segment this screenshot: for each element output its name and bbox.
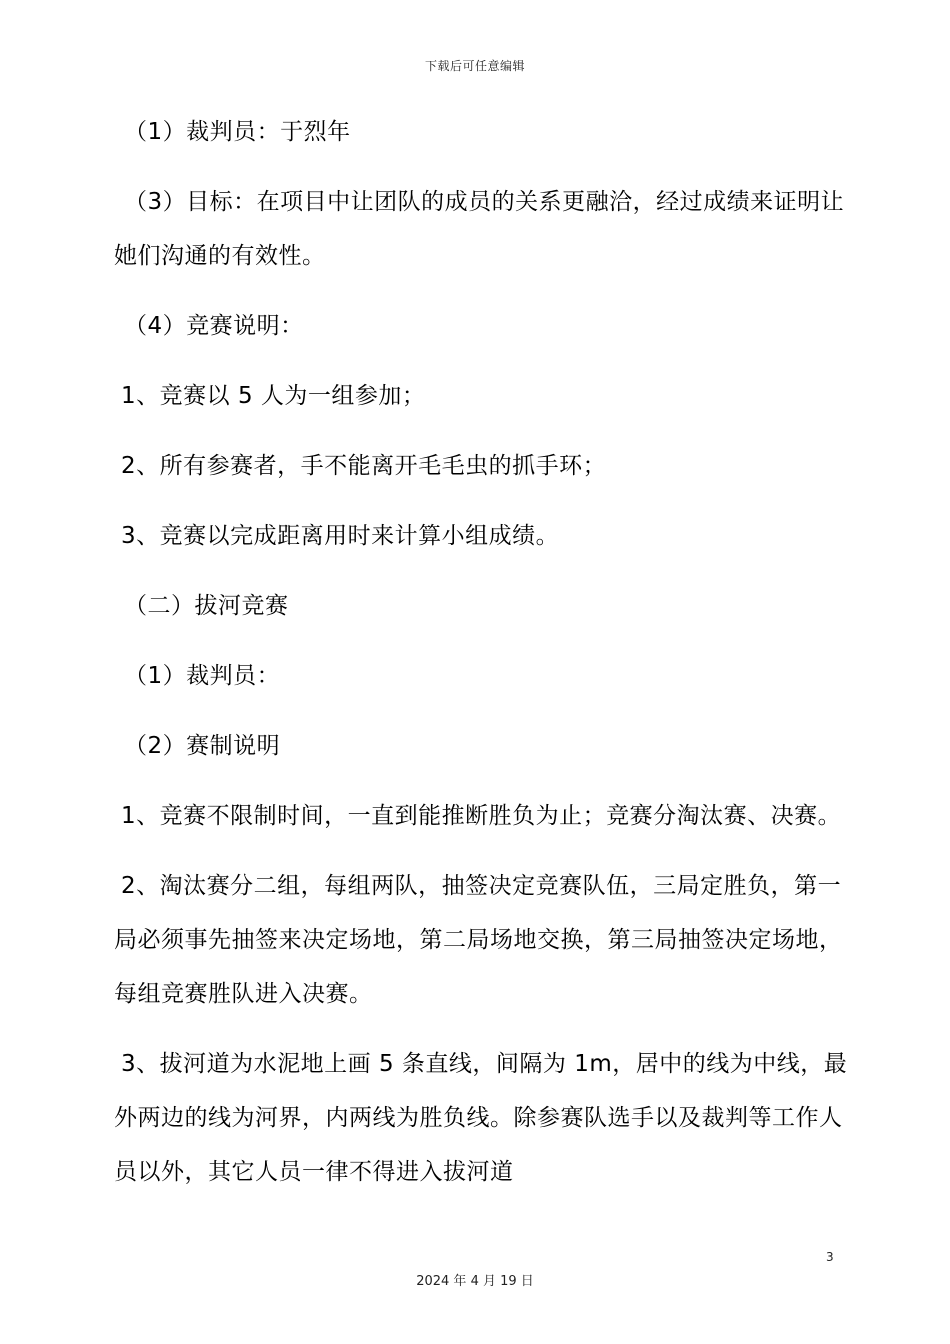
list-item-format-2-line-2: 局必须事先抽签来决定场地，第二局场地交换，第三局抽签决定场地， (114, 927, 843, 953)
list-item-rule-2: 2、所有参赛者，手不能离开毛毛虫的抓手环； (121, 453, 607, 479)
list-item-format-3-line-3: 员以外，其它人员一律不得进入拔河道 (114, 1159, 514, 1185)
list-item-format-2-line-3: 每组竞赛胜队进入决赛。 (114, 981, 373, 1007)
paragraph-goal-line-1: （3）目标：在项目中让团队的成员的关系更融洽，经过成绩来证明让 (124, 189, 845, 215)
page-number: 3 (826, 1250, 834, 1264)
section-heading-tug-of-war: （二）拔河竞赛 (124, 593, 289, 619)
list-item-rule-1: 1、竞赛以 5 人为一组参加； (121, 383, 426, 409)
paragraph-goal-line-2: 她们沟通的有效性。 (114, 243, 326, 269)
footer-date: 2024 年 4 月 19 日 (416, 1274, 534, 1289)
list-item-rule-3: 3、竞赛以完成距离用时来计算小组成绩。 (121, 523, 560, 549)
list-item-format-3-line-1: 3、拔河道为水泥地上画 5 条直线，间隔为 1m，居中的线为中线，最 (121, 1051, 848, 1077)
list-item-format-2-line-1: 2、淘汰赛分二组，每组两队，抽签决定竞赛队伍，三局定胜负，第一 (121, 873, 842, 899)
paragraph-referee-caterpillar: （1）裁判员：于烈年 (124, 119, 351, 145)
paragraph-referee-tug-of-war: （1）裁判员： (124, 663, 281, 689)
header-note: 下载后可任意编辑 (424, 59, 525, 73)
list-item-format-1: 1、竞赛不限制时间，一直到能推断胜负为止；竞赛分淘汰赛、决赛。 (121, 803, 842, 829)
paragraph-format-heading: （2）赛制说明 (124, 733, 281, 759)
paragraph-competition-notes-heading: （4）竞赛说明： (124, 313, 304, 339)
list-item-format-3-line-2: 外两边的线为河界，内两线为胜负线。除参赛队选手以及裁判等工作人 (114, 1105, 843, 1131)
